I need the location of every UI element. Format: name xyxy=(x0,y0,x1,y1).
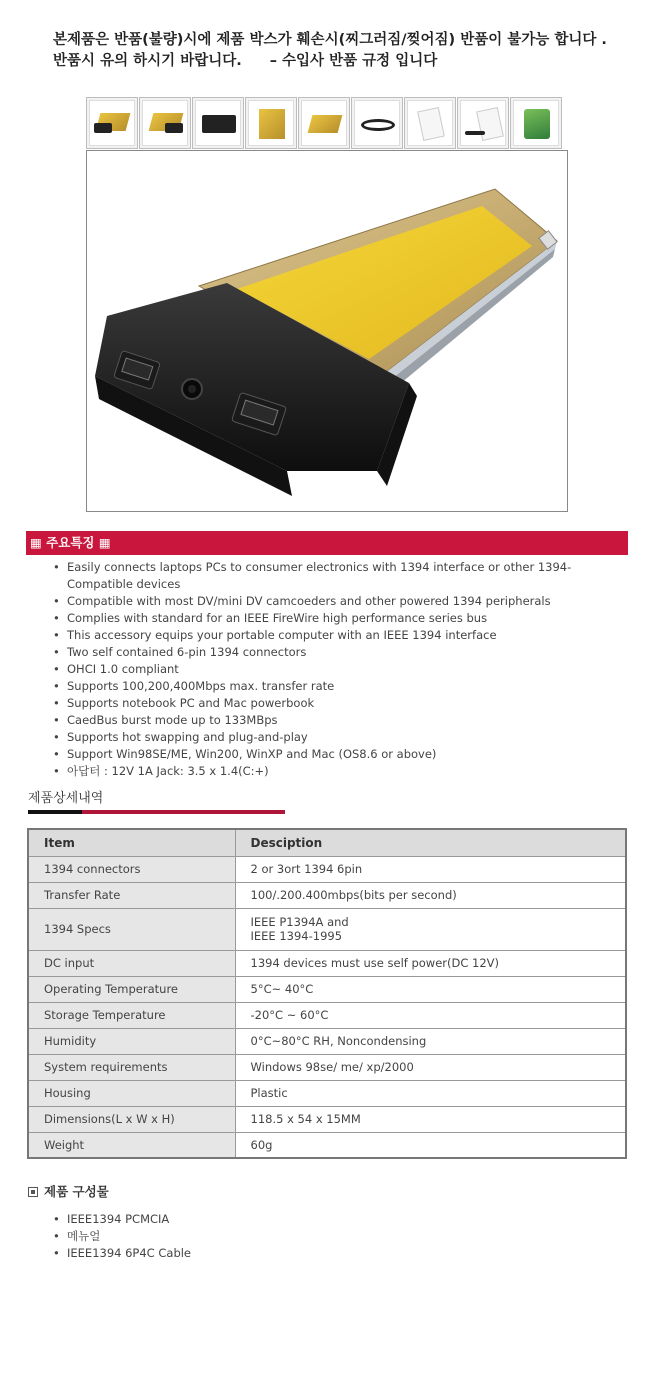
return-policy-notice xyxy=(53,30,643,72)
table-row xyxy=(28,908,626,950)
thumbnail-5[interactable] xyxy=(298,97,350,149)
list-item: • IEEE1394 PCMCIA xyxy=(50,1211,191,1228)
notice-line-2-suffix: – 수입사 반품 규정 입니다 xyxy=(269,53,438,69)
spec-key: Operating Temperature xyxy=(28,976,235,1002)
table-row xyxy=(28,1002,626,1028)
list-item: • OHCI 1.0 compliant xyxy=(50,661,630,678)
spec-key: Transfer Rate xyxy=(28,882,235,908)
list-item: • Two self contained 6-pin 1394 connectors xyxy=(50,644,630,661)
notice-line-2: 반품시 유의 하시기 바랍니다. – 수입사 반품 규정 입니다 xyxy=(53,53,438,69)
thumbnail-2[interactable] xyxy=(139,97,191,149)
list-item: • Compatible with most DV/mini DV camcoeders and other powered 1394 peripherals xyxy=(50,593,630,610)
table-row xyxy=(28,856,626,882)
table-row xyxy=(28,950,626,976)
column-header-description: Desciption xyxy=(235,829,626,856)
product-image xyxy=(86,150,568,512)
spec-value: -20°C ~ 60°C xyxy=(235,1002,626,1028)
thumbnail-strip xyxy=(86,97,566,149)
spec-key: Humidity xyxy=(28,1028,235,1054)
feature-section-title: 주요특징 xyxy=(46,535,95,550)
list-item: • 메뉴얼 xyxy=(50,1228,191,1245)
spec-value-line-1: IEEE P1394A and xyxy=(250,915,349,929)
thumbnail-8[interactable] xyxy=(457,97,509,149)
thumbnail-9[interactable] xyxy=(510,97,562,149)
spec-key: Storage Temperature xyxy=(28,1002,235,1028)
spec-value: 0°C~80°C RH, Noncondensing xyxy=(235,1028,626,1054)
notice-line-1: 본제품은 반품(불량)시에 제품 박스가 훼손시(찌그러짐/찢어짐) 반품이 불가능 합니다 . xyxy=(53,32,607,48)
table-row xyxy=(28,1028,626,1054)
list-item: • Easily connects laptops PCs to consumer electronics with 1394 interface or other 1394-Compatible devices xyxy=(50,559,630,593)
spec-key: DC input xyxy=(28,950,235,976)
list-item: • Supports hot swapping and plug-and-play xyxy=(50,729,630,746)
spec-key: Weight xyxy=(28,1132,235,1158)
spec-key: 1394 connectors xyxy=(28,856,235,882)
spec-value: 2 or 3ort 1394 6pin xyxy=(235,856,626,882)
spec-section-divider xyxy=(28,810,285,814)
spec-key: 1394 Specs xyxy=(28,908,235,950)
spec-value: Plastic xyxy=(235,1080,626,1106)
header-pattern-icon: ▦ xyxy=(30,535,42,550)
spec-key: Housing xyxy=(28,1080,235,1106)
feature-list xyxy=(50,559,630,780)
list-item: • Support Win98SE/ME, Win200, WinXP and Mac (OS8.6 or above) xyxy=(50,746,630,763)
thumbnail-1[interactable] xyxy=(86,97,138,149)
list-item: • Supports notebook PC and Mac powerbook xyxy=(50,695,630,712)
table-row xyxy=(28,1080,626,1106)
list-item: • 아답터 : 12V 1A Jack: 3.5 x 1.4(C:+) xyxy=(50,763,630,780)
thumbnail-4[interactable] xyxy=(245,97,297,149)
table-row xyxy=(28,976,626,1002)
table-header-row xyxy=(28,829,626,856)
components-section-title: 제품 구성물 xyxy=(28,1182,109,1200)
spec-value-line-2: IEEE 1394-1995 xyxy=(250,929,343,943)
pcmcia-card-illustration xyxy=(87,151,567,511)
spec-value: 100/.200.400mbps(bits per second) xyxy=(235,882,626,908)
header-pattern-icon: ▦ xyxy=(98,535,111,550)
spec-value xyxy=(235,908,626,950)
spec-key: System requirements xyxy=(28,1054,235,1080)
thumbnail-3[interactable] xyxy=(192,97,244,149)
list-item: • IEEE1394 6P4C Cable xyxy=(50,1245,191,1262)
column-header-item: Item xyxy=(28,829,235,856)
list-item: • Complies with standard for an IEEE FireWire high performance series bus xyxy=(50,610,630,627)
table-row xyxy=(28,1132,626,1158)
spec-value: 60g xyxy=(235,1132,626,1158)
table-row xyxy=(28,1054,626,1080)
spec-table xyxy=(27,828,627,1159)
square-bullet-icon xyxy=(28,1187,38,1197)
spec-key: Dimensions(L x W x H) xyxy=(28,1106,235,1132)
components-list xyxy=(50,1211,191,1262)
table-row xyxy=(28,1106,626,1132)
list-item: • This accessory equips your portable computer with an IEEE 1394 interface xyxy=(50,627,630,644)
spec-value: Windows 98se/ me/ xp/2000 xyxy=(235,1054,626,1080)
spec-value: 1394 devices must use self power(DC 12V) xyxy=(235,950,626,976)
spec-value: 5°C~ 40°C xyxy=(235,976,626,1002)
feature-section-header xyxy=(26,531,628,555)
spec-section-title: 제품상세내역 xyxy=(28,791,104,806)
thumbnail-7[interactable] xyxy=(404,97,456,149)
thumbnail-6[interactable] xyxy=(351,97,403,149)
list-item: • CaedBus burst mode up to 133MBps xyxy=(50,712,630,729)
list-item: • Supports 100,200,400Mbps max. transfer rate xyxy=(50,678,630,695)
spec-value: 118.5 x 54 x 15MM xyxy=(235,1106,626,1132)
table-row xyxy=(28,882,626,908)
